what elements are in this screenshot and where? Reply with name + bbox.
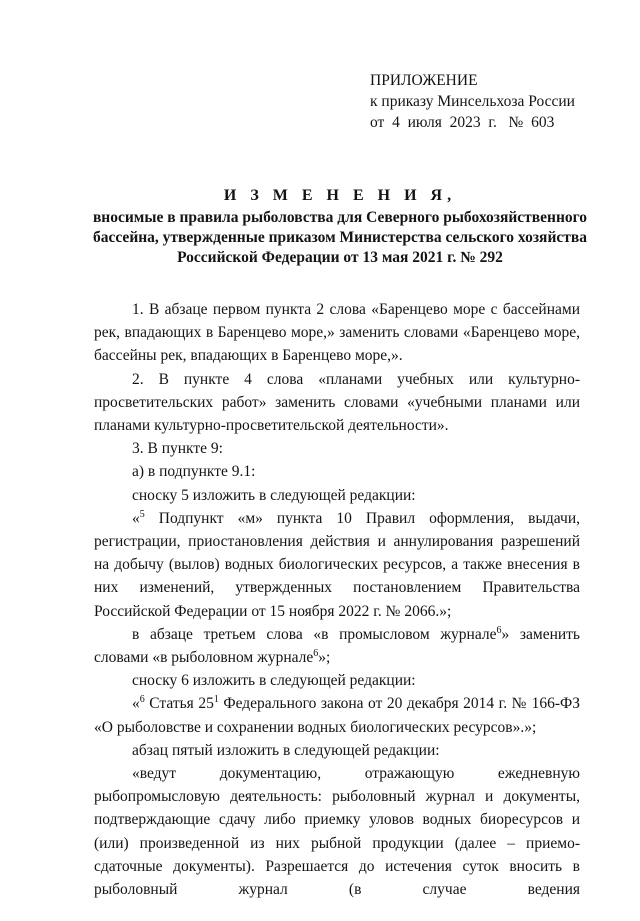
document-body xyxy=(94,298,580,901)
appendix-title: ПРИЛОЖЕНИЕ xyxy=(370,72,478,89)
footnote-5-marker: 5 xyxy=(139,508,145,520)
paragraph-10: абзац пятый изложить в следующей редакции: xyxy=(132,741,440,759)
paragraph-6 xyxy=(94,507,580,623)
title-line-1: вносимые в правила рыболовства для Северного рыбохозяйственного xyxy=(92,209,588,226)
appendix-order-ref: к приказу Минсельхоза России xyxy=(370,93,575,110)
p9-part-a: Статья 25 xyxy=(144,695,214,713)
p9-open-quote: « xyxy=(132,695,140,713)
title-line-3: Российской Федерации от 13 мая 2021 г. № 292 xyxy=(177,249,503,266)
p6-open-quote: « xyxy=(132,509,140,527)
p7-part-a: в абзаце третьем слова «в промысловом журнале xyxy=(132,625,497,643)
paragraph-7 xyxy=(94,623,580,669)
footnote-6-marker-a: 6 xyxy=(496,624,502,636)
paragraph-2: 2. В пункте 4 слова «планами учебных или культурно-просветительских работ» заменить словами «учебными планами или планами культурно-просветительской деятельности». xyxy=(94,370,580,435)
paragraph-9 xyxy=(94,692,580,738)
footnote-6-marker-c: 6 xyxy=(139,694,145,706)
paragraph-4: а) в подпункте 9.1: xyxy=(132,463,256,481)
title-heading: И З М Е Н Е Н И Я, xyxy=(223,187,457,204)
footnote-6-marker-b: 6 xyxy=(313,647,319,659)
p6-text: Подпункт «м» пункта 10 Правил оформления, выдачи, регистрации, приостановления действия и аннулирования разрешений на добычу (вылов) водных биологических ресурсов, а также внесения в них изменений, утвержденных постановлением Правительства Российской Федерации от 15 ноября 2022 г. № 2066.»; xyxy=(94,509,580,620)
p9-part-b: Федерального закона от 20 декабря 2014 г. № 166-ФЗ «О рыболовстве и сохранении водных биологических ресурсов».»; xyxy=(94,695,580,736)
paragraph-8: сноску 6 изложить в следующей редакции: xyxy=(132,672,416,690)
paragraph-5: сноску 5 изложить в следующей редакции: xyxy=(132,486,416,504)
appendix-header xyxy=(370,70,575,133)
paragraph-3: 3. В пункте 9: xyxy=(132,440,223,458)
document-title xyxy=(60,186,620,268)
paragraph-11: «ведут документацию, отражающую ежедневную рыбопромысловую деятельность: рыболовный журнал и документы, подтверждающие сдачу либо приемку уловов водных биоресурсов и (или) произведенной из них рыбной продукции (далее – приемо-сдаточные документы). Разрешается до истечения суток вносить в рыболовный журнал (в случае ведения xyxy=(94,765,580,899)
paragraph-1: 1. В абзаце первом пункта 2 слова «Баренцево море с бассейнами рек, впадающих в Баренцево море,» заменить словами «Баренцево море, бассейны рек, впадающих в Баренцево море,». xyxy=(94,301,580,365)
p7-part-b: » заменить словами «в рыболовном журнале xyxy=(94,625,581,667)
title-line-2: бассейна, утвержденные приказом Министерства сельского хозяйства xyxy=(92,229,587,246)
appendix-order-date: от 4 июля 2023 г. № 603 xyxy=(370,114,555,131)
p7-part-c: »; xyxy=(318,649,331,667)
article-25-1-superscript: 1 xyxy=(213,694,219,706)
